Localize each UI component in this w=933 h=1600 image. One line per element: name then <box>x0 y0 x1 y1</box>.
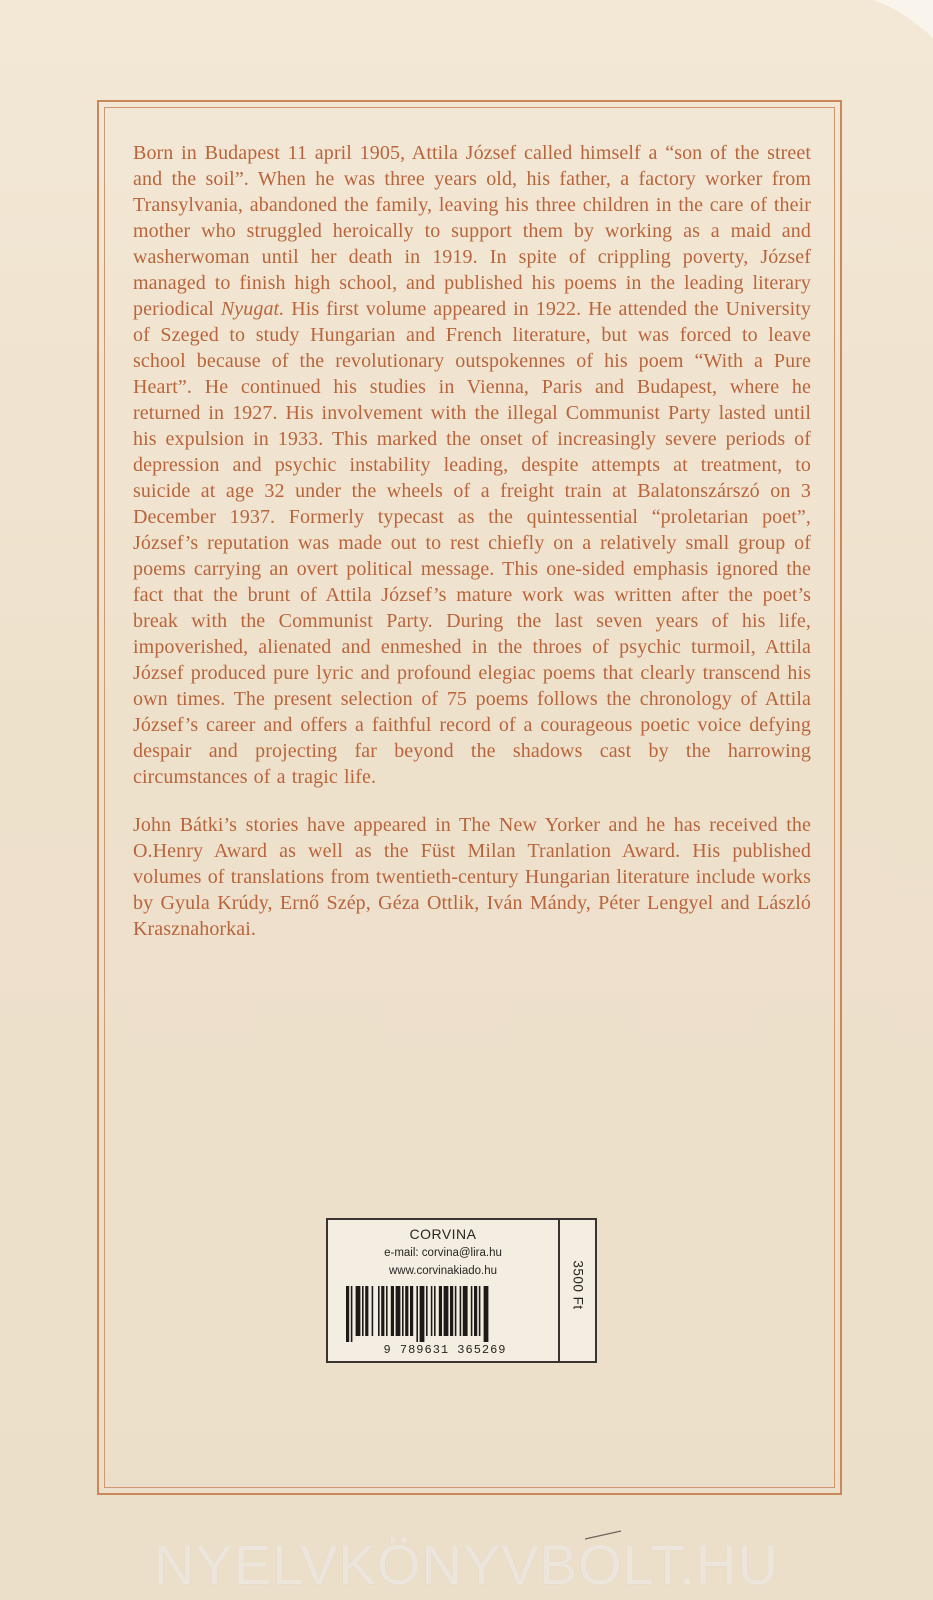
publisher-email: e-mail: corvina@lira.hu <box>384 1247 502 1259</box>
barcode-bar <box>420 1286 425 1342</box>
price-section <box>560 1220 595 1361</box>
barcode-bar <box>372 1286 374 1336</box>
barcode-bar <box>386 1286 388 1336</box>
barcode-bar <box>356 1286 361 1336</box>
isbn-barcode <box>344 1286 544 1342</box>
publisher-name: CORVINA <box>409 1226 477 1242</box>
barcode-bar <box>460 1286 462 1336</box>
barcode-bar <box>479 1286 481 1336</box>
barcode-bar <box>444 1286 449 1336</box>
barcode-bar <box>416 1286 418 1342</box>
barcode-bar <box>346 1286 349 1342</box>
price-barcode-sticker <box>326 1218 597 1363</box>
plastic-wrap-shine <box>853 0 933 40</box>
price-label: 3500 Ft <box>570 1260 585 1310</box>
barcode-bar <box>391 1286 394 1336</box>
barcode-bar <box>434 1286 436 1336</box>
bio-text-start: Born in Budapest 11 april 1905, Attila József called himself a “son of the street and the soil”. When he was three years old, his father, a factory worker from Transylvania, abandoned the family, leaving his three children in the care of their mother who struggled heroically to support them by working as a maid and washerwoman until her death in 1919. In spite of crippling poverty, József managed to finish high school, and published his poems in the leading literary periodical <box>133 142 811 320</box>
sticker-info-section <box>328 1220 560 1361</box>
barcode-bar <box>439 1286 442 1336</box>
barcode-bar <box>474 1286 477 1336</box>
isbn-number: 9 789631 365269 <box>383 1343 507 1357</box>
blurb-text <box>133 140 811 942</box>
barcode-bar <box>431 1286 433 1336</box>
barcode-bar <box>471 1286 473 1336</box>
publisher-website: www.corvinakiado.hu <box>388 1265 498 1277</box>
barcode-bar <box>484 1286 489 1342</box>
barcode-bar <box>463 1286 468 1336</box>
barcode-bar <box>455 1286 457 1336</box>
barcode-bar <box>450 1286 453 1336</box>
barcode-bar <box>402 1286 404 1336</box>
barcode-bar <box>396 1286 401 1336</box>
barcode-bar <box>381 1286 384 1336</box>
store-watermark: NYELVKÖNYVBOLT.HU <box>154 1533 779 1596</box>
barcode-bar <box>365 1286 368 1336</box>
barcode-bar <box>351 1286 353 1342</box>
bio-text-end: His first volume appeared in 1922. He attended the University of Szeged to study Hungarian and French literature, but was forced to leave school because of the revolutionary outspokennes of his poem “With a Pure Heart”. He continued his studies in Vienna, Paris and Budapest, where he returned in 1927. His involvement with the illegal Communist Party lasted until his expulsion in 1933. This marked the onset of increasingly severe periods of depression and psychic instability leading, despite attempts at treatment, to suicide at age 32 under the wheels of a freight train at Balatonszárszó on 3 December 1937. Formerly typecast as the quintessential “proletarian poet”, József’s reputation was made out to rest chiefly on a relatively small group of poems carrying an overt political message. This one-sided emphasis ignored the fact that the brunt of Attila József’s mature work was written after the poet’s break with the Communist Party. During the last seven years of his life, impoverished, alienated and enmeshed in the throes of psychic turmoil, Attila József produced pure lyric and profound elegiac poems that clearly transcend his own times. The present selection of 75 poems follows the chronology of Attila József’s career and offers a faithful record of a courageous poetic voice defying despair and projecting far beyond the shadows cast by the harrowing circumstances of a tragic life. <box>133 298 811 788</box>
barcode-bar <box>362 1286 364 1336</box>
barcode-bar <box>405 1286 408 1336</box>
barcode-bar <box>378 1286 380 1336</box>
author-biography <box>133 140 811 790</box>
barcode-bar <box>426 1286 428 1336</box>
translator-biography: John Bátki’s stories have appeared in The New Yorker and he has received the O.Henry Award as well as the Füst Milan Tranlation Award. His published volumes of translations from twentieth-century Hungarian literature include works by Gyula Krúdy, Ernő Szép, Géza Ottlik, Iván Mándy, Péter Lengyel and László Krasznahorkai. <box>133 814 811 940</box>
periodical-title: Nyugat. <box>220 298 285 320</box>
barcode-bar <box>410 1286 413 1336</box>
